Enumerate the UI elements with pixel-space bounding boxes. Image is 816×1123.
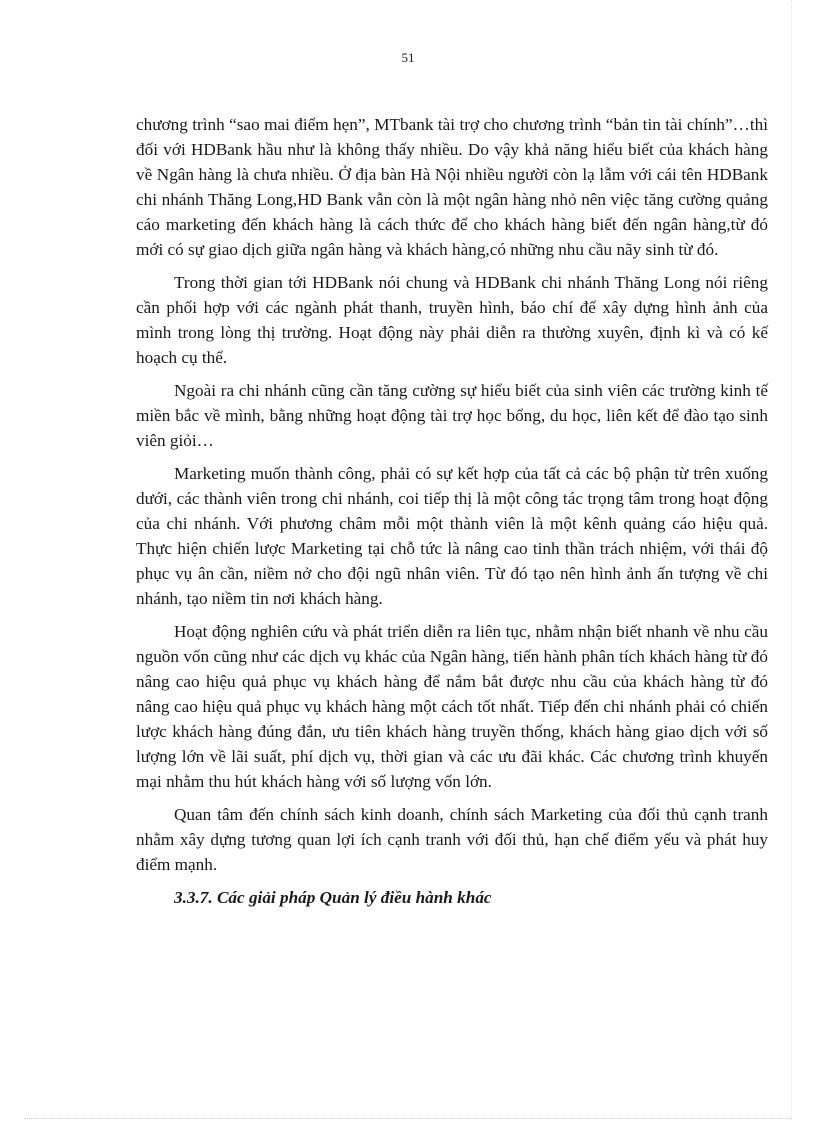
paragraph-3: Ngoài ra chi nhánh cũng cần tăng cường sự hiểu biết của sinh viên các trường kinh tế miền bắc về mình, bằng những hoạt động tài trợ học bổng, du học, liên kết để đào tạo sinh viên giỏi… bbox=[136, 381, 768, 450]
paragraph-2: Trong thời gian tới HDBank nói chung và HDBank chi nhánh Thăng Long nói riêng cần phối hợp với các ngành phát thanh, truyền hình, báo chí để xây dựng hình ảnh của mình trong lòng thị trường. Hoạt động này phải diễn ra thường xuyên, định kì và có kế hoạch cụ thể. bbox=[136, 273, 768, 367]
section-heading: 3.3.7. Các giải pháp Quản lý điều hành khác bbox=[174, 888, 492, 907]
paragraph-6: Quan tâm đến chính sách kinh doanh, chính sách Marketing của đối thủ cạnh tranh nhằm xây dựng tương quan lợi ích cạnh tranh với đối thủ, hạn chế điểm yếu và phát huy điểm mạnh. bbox=[136, 805, 768, 874]
page-edge-divider bbox=[791, 0, 792, 1120]
page-number: 51 bbox=[401, 50, 415, 65]
footer-divider bbox=[24, 1118, 792, 1119]
paragraph-5: Hoạt động nghiên cứu và phát triển diễn ra liên tục, nhằm nhận biết nhanh về nhu cầu nguồn vốn cũng như các dịch vụ khác của Ngân hàng, tiến hành phân tích khách hàng từ đó nâng cao hiệu quả phục vụ khách hàng để nắm bắt được nhu cầu của khách hàng từ đó nâng cao hiệu quả phục vụ khách hàng một cách tốt nhất. Tiếp đến chi nhánh phải có chiến lược khách hàng đúng đắn, ưu tiên khách hàng truyền thống, khách hàng giao dịch với số lượng lớn về lãi suất, phí dịch vụ, thời gian và các ưu đãi khác. Các chương trình khuyến mại nhằm thu hút khách hàng với số lượng vốn lớn. bbox=[136, 622, 768, 791]
paragraph-1: chương trình “sao mai điểm hẹn”, MTbank tài trợ cho chương trình “bản tin tài chính”…thì đối với HDBank hầu như là không thấy nhiều. Do vậy khả năng hiểu biết của khách hàng về Ngân hàng là chưa nhiều. Ở địa bàn Hà Nội nhiều người còn lạ lẫm với cái tên HDBank chi nhánh Thăng Long,HD Bank vẫn còn là một ngân hàng nhỏ nên việc tăng cường quảng cáo marketing đến khách hàng là cách thức để cho khách hàng biết đến ngân hàng,từ đó mới có sự giao dịch giữa ngân hàng và khách hàng,có những nhu cầu nãy sinh từ đó. bbox=[136, 115, 768, 259]
document-body bbox=[136, 112, 768, 910]
paragraph-4: Marketing muốn thành công, phải có sự kết hợp của tất cả các bộ phận từ trên xuống dưới, các thành viên trong chi nhánh, coi tiếp thị là một công tác trọng tâm trong hoạt động của chi nhánh. Với phương châm mỗi một thành viên là một kênh quảng cáo hiệu quả. Thực hiện chiến lược Marketing tại chỗ tức là nâng cao tinh thần trách nhiệm, với thái độ phục vụ ân cần, niềm nở cho đội ngũ nhân viên. Từ đó tạo nên hình ảnh ấn tượng về chi nhánh, tạo niềm tin nơi khách hàng. bbox=[136, 464, 768, 608]
